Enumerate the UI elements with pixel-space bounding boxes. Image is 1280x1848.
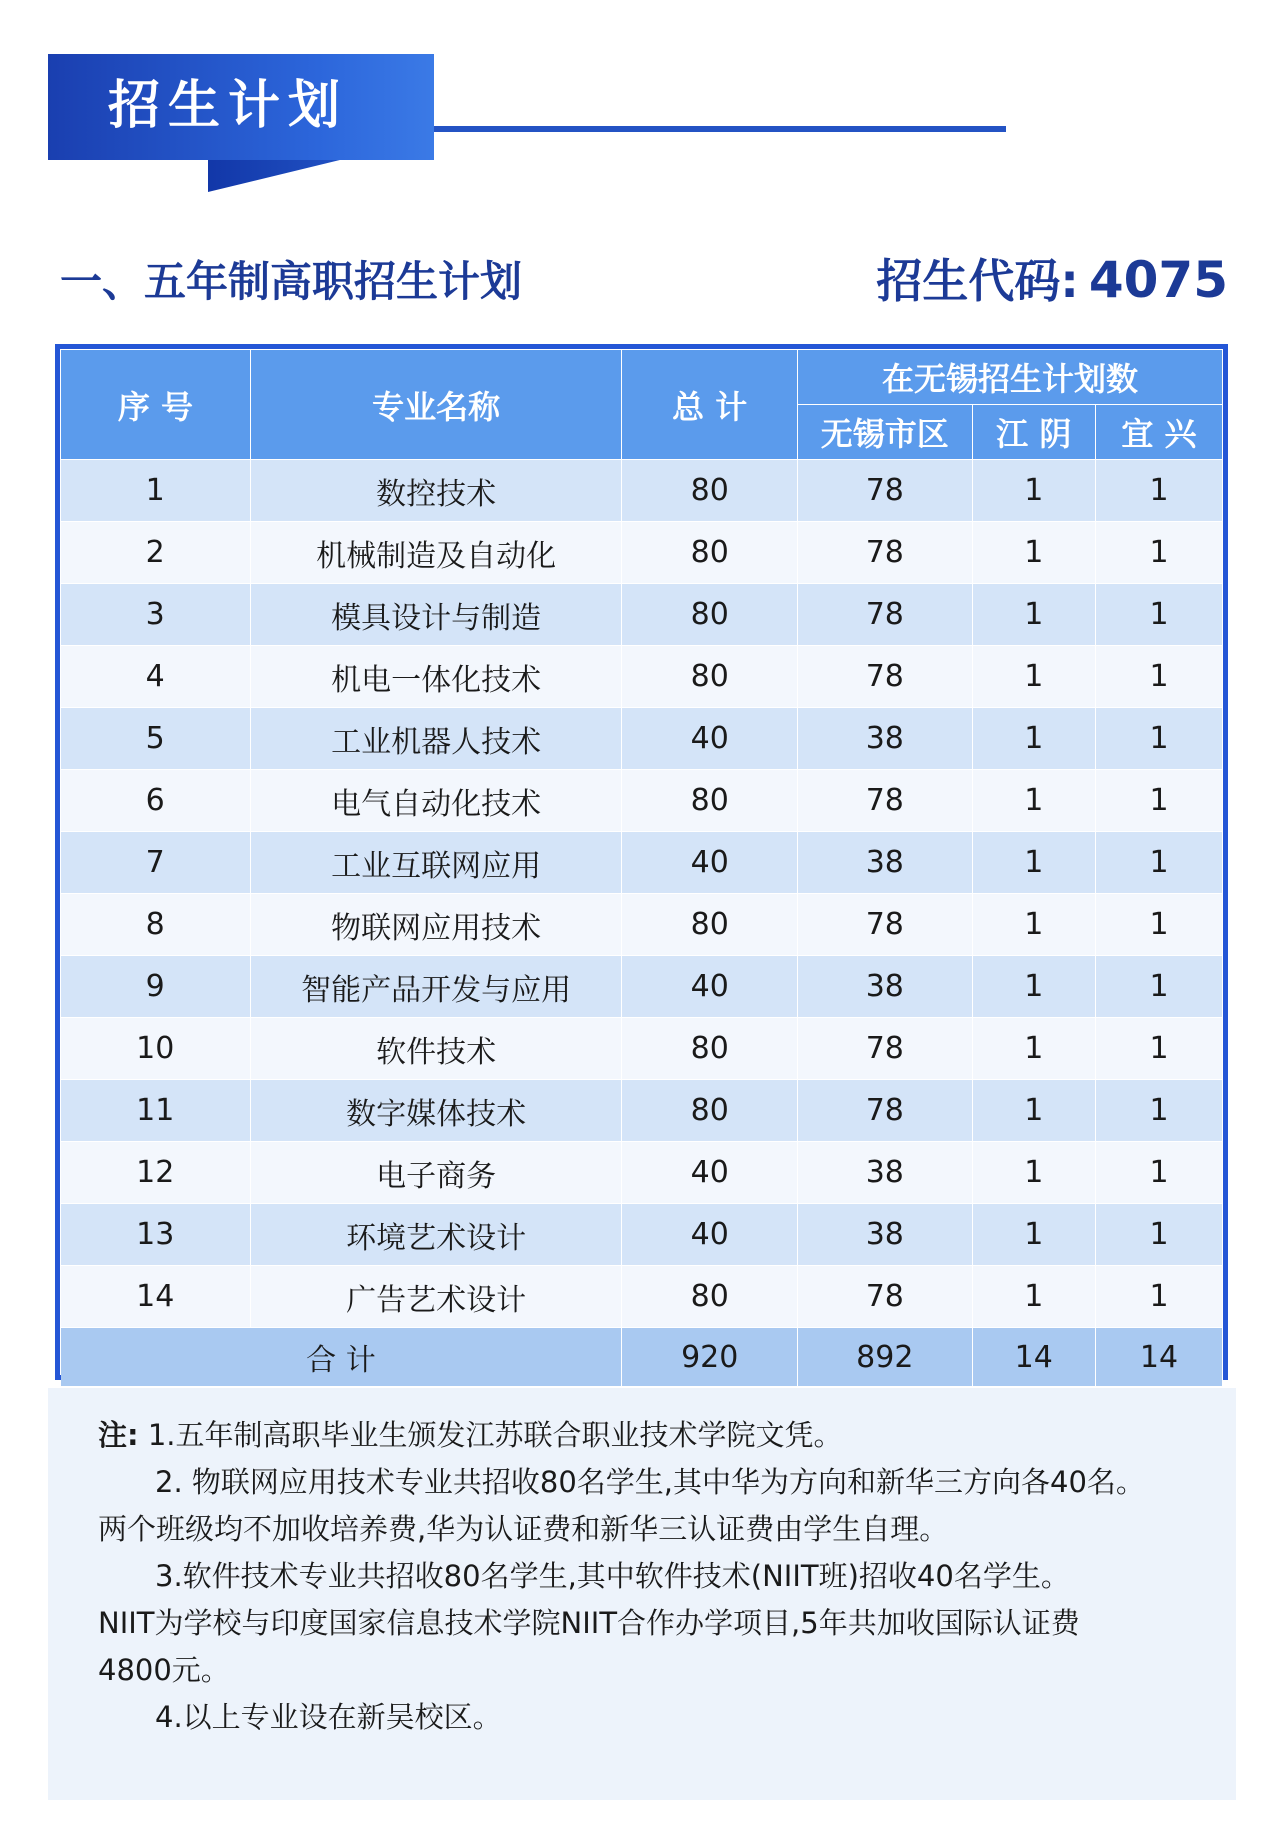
cell-wuxi-city: 78: [798, 584, 972, 646]
notes-box: [48, 1388, 1236, 1800]
table-row: [61, 522, 1223, 584]
banner-title: 招生计划: [108, 76, 349, 136]
cell-seq: 12: [61, 1142, 251, 1204]
header-wuxi-group: 在无锡招生计划数: [798, 350, 1223, 405]
cell-jiangyin: 1: [972, 832, 1095, 894]
table-row: [61, 646, 1223, 708]
cell-yixing: 1: [1095, 646, 1222, 708]
cell-major: 电气自动化技术: [250, 770, 622, 832]
cell-jiangyin: 1: [972, 1080, 1095, 1142]
cell-seq: 11: [61, 1080, 251, 1142]
cell-total: 40: [622, 832, 798, 894]
cell-wuxi-city: 78: [798, 522, 972, 584]
table-row: [61, 708, 1223, 770]
cell-yixing: 1: [1095, 584, 1222, 646]
section-title: 一、五年制高职招生计划: [60, 257, 523, 306]
cell-total: 80: [622, 584, 798, 646]
cell-total: 80: [622, 1266, 798, 1328]
cell-major: 环境艺术设计: [250, 1204, 622, 1266]
cell-seq: 10: [61, 1018, 251, 1080]
cell-jiangyin: 1: [972, 584, 1095, 646]
notes-prefix: 注:: [98, 1418, 139, 1452]
total-wuxi-city: 892: [798, 1328, 972, 1387]
enrollment-code: [876, 250, 1228, 310]
note-1-text: 1.五年制高职毕业生颁发江苏联合职业技术学院文凭。: [147, 1418, 843, 1452]
note-line-4: 3.软件技术专业共招收80名学生,其中软件技术(NIIT班)招收40名学生。: [155, 1559, 1070, 1593]
cell-jiangyin: 1: [972, 1018, 1095, 1080]
cell-major: 工业机器人技术: [250, 708, 622, 770]
cell-major: 智能产品开发与应用: [250, 956, 622, 1018]
note-line-7: 4.以上专业设在新吴校区。: [155, 1700, 502, 1734]
cell-jiangyin: 1: [972, 646, 1095, 708]
cell-wuxi-city: 38: [798, 956, 972, 1018]
table-row: [61, 584, 1223, 646]
cell-wuxi-city: 38: [798, 708, 972, 770]
cell-major: 广告艺术设计: [250, 1266, 622, 1328]
cell-wuxi-city: 38: [798, 1204, 972, 1266]
cell-wuxi-city: 78: [798, 1080, 972, 1142]
total-label: 合 计: [61, 1328, 622, 1387]
enrollment-code-value: 4075: [1088, 251, 1228, 309]
header-wuxi-city: 无锡市区: [798, 405, 972, 460]
cell-total: 40: [622, 956, 798, 1018]
cell-yixing: 1: [1095, 1142, 1222, 1204]
note-line-1: [98, 1412, 843, 1459]
cell-yixing: 1: [1095, 1080, 1222, 1142]
cell-jiangyin: 1: [972, 894, 1095, 956]
table-row: [61, 956, 1223, 1018]
cell-seq: 7: [61, 832, 251, 894]
table-row: [61, 1080, 1223, 1142]
cell-major: 电子商务: [250, 1142, 622, 1204]
cell-total: 40: [622, 1142, 798, 1204]
cell-major: 软件技术: [250, 1018, 622, 1080]
cell-total: 40: [622, 1204, 798, 1266]
cell-jiangyin: 1: [972, 1266, 1095, 1328]
table-row: [61, 1142, 1223, 1204]
header-major: 专业名称: [250, 350, 622, 460]
cell-yixing: 1: [1095, 770, 1222, 832]
cell-seq: 2: [61, 522, 251, 584]
cell-major: 模具设计与制造: [250, 584, 622, 646]
cell-major: 机电一体化技术: [250, 646, 622, 708]
total-row: [61, 1328, 1223, 1387]
table-row: [61, 1266, 1223, 1328]
header-jiangyin: 江 阴: [972, 405, 1095, 460]
cell-yixing: 1: [1095, 708, 1222, 770]
total-yixing: 14: [1095, 1328, 1222, 1387]
cell-wuxi-city: 78: [798, 646, 972, 708]
cell-yixing: 1: [1095, 894, 1222, 956]
enrollment-code-label: 招生代码:: [876, 254, 1079, 308]
cell-wuxi-city: 38: [798, 1142, 972, 1204]
table-row: [61, 770, 1223, 832]
cell-major: 工业互联网应用: [250, 832, 622, 894]
cell-seq: 9: [61, 956, 251, 1018]
cell-total: 80: [622, 894, 798, 956]
cell-wuxi-city: 78: [798, 1266, 972, 1328]
note-line-5: NIIT为学校与印度国家信息技术学院NIIT合作办学项目,5年共加收国际认证费: [98, 1606, 1080, 1640]
cell-major: 机械制造及自动化: [250, 522, 622, 584]
cell-jiangyin: 1: [972, 1142, 1095, 1204]
note-line-2: 2. 物联网应用技术专业共招收80名学生,其中华为方向和新华三方向各40名。: [155, 1465, 1145, 1499]
cell-total: 80: [622, 1018, 798, 1080]
cell-yixing: 1: [1095, 1266, 1222, 1328]
note-line-3: 两个班级均不加收培养费,华为认证费和新华三认证费由学生自理。: [98, 1512, 949, 1546]
header-yixing: 宜 兴: [1095, 405, 1222, 460]
table-row: [61, 460, 1223, 522]
cell-jiangyin: 1: [972, 460, 1095, 522]
cell-wuxi-city: 78: [798, 460, 972, 522]
cell-jiangyin: 1: [972, 522, 1095, 584]
cell-major: 数控技术: [250, 460, 622, 522]
cell-seq: 3: [61, 584, 251, 646]
cell-jiangyin: 1: [972, 708, 1095, 770]
total-jiangyin: 14: [972, 1328, 1095, 1387]
cell-yixing: 1: [1095, 522, 1222, 584]
cell-yixing: 1: [1095, 956, 1222, 1018]
cell-major: 物联网应用技术: [250, 894, 622, 956]
cell-total: 80: [622, 646, 798, 708]
cell-jiangyin: 1: [972, 1204, 1095, 1266]
header-total: 总 计: [622, 350, 798, 460]
cell-yixing: 1: [1095, 1204, 1222, 1266]
cell-seq: 8: [61, 894, 251, 956]
total-total: 920: [622, 1328, 798, 1387]
cell-total: 40: [622, 708, 798, 770]
cell-wuxi-city: 38: [798, 832, 972, 894]
header-seq: 序 号: [61, 350, 251, 460]
cell-seq: 14: [61, 1266, 251, 1328]
cell-total: 80: [622, 460, 798, 522]
cell-seq: 4: [61, 646, 251, 708]
note-line-6: 4800元。: [98, 1653, 230, 1687]
table-row: [61, 894, 1223, 956]
table-row: [61, 1204, 1223, 1266]
cell-major: 数字媒体技术: [250, 1080, 622, 1142]
cell-total: 80: [622, 1080, 798, 1142]
cell-seq: 5: [61, 708, 251, 770]
enrollment-plan-table: [55, 344, 1228, 1380]
cell-jiangyin: 1: [972, 770, 1095, 832]
cell-yixing: 1: [1095, 1018, 1222, 1080]
cell-wuxi-city: 78: [798, 1018, 972, 1080]
cell-yixing: 1: [1095, 832, 1222, 894]
cell-yixing: 1: [1095, 460, 1222, 522]
cell-seq: 1: [61, 460, 251, 522]
cell-jiangyin: 1: [972, 956, 1095, 1018]
cell-seq: 13: [61, 1204, 251, 1266]
cell-seq: 6: [61, 770, 251, 832]
banner-rule: [434, 126, 1006, 132]
cell-total: 80: [622, 522, 798, 584]
cell-wuxi-city: 78: [798, 894, 972, 956]
cell-total: 80: [622, 770, 798, 832]
table-row: [61, 832, 1223, 894]
cell-wuxi-city: 78: [798, 770, 972, 832]
table-row: [61, 1018, 1223, 1080]
